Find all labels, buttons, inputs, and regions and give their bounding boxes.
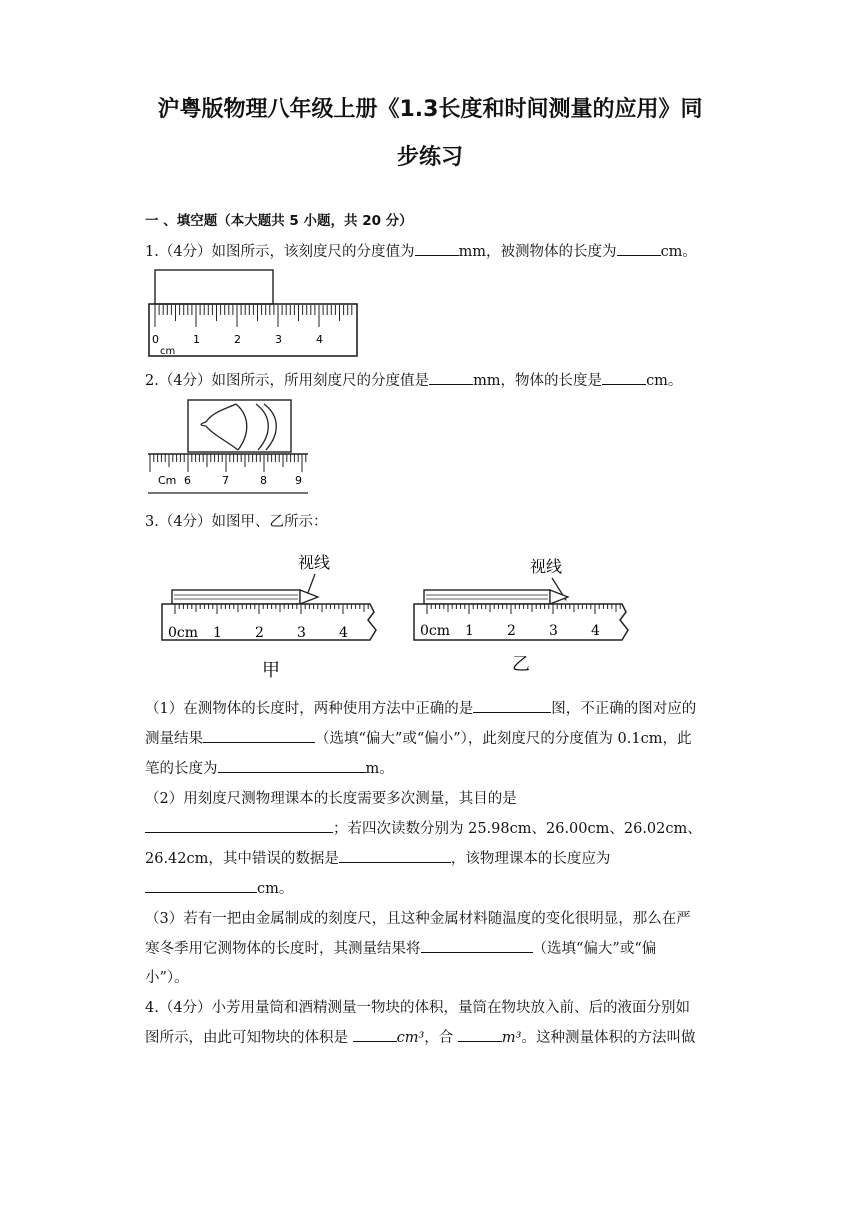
q1-ruler-tick-label: 1	[193, 333, 200, 346]
section-heading: 一 、填空题（本大题共 5 小题，共 20 分）	[145, 213, 413, 229]
q3-part1-line3	[145, 757, 394, 778]
q3-p1-text-e: 笔的长度为	[145, 761, 218, 777]
q1-blank-1[interactable]	[415, 241, 459, 256]
q1-ruler-tick-label: 0	[152, 333, 159, 346]
page-title-line1: 沪粤版物理八年级上册《1.3长度和时间测量的应用》同	[157, 97, 703, 122]
q3-ruler-tick-right: 2	[507, 623, 516, 639]
q2-ruler-tick-label: 7	[222, 474, 229, 487]
q2-suffix: cm。	[646, 373, 683, 389]
q3-caption-right: 乙	[512, 654, 530, 675]
q3-p1-blank-1[interactable]	[473, 698, 551, 713]
q4-blank-1[interactable]	[353, 1027, 397, 1042]
q3-p2-text-e: cm。	[257, 881, 294, 897]
q3-p1-text-b: 图，不正确的图对应的	[551, 701, 697, 717]
q3-ruler-tick-left: 3	[297, 625, 306, 641]
q4-unit-2: m³	[501, 1030, 522, 1046]
q3-ruler-tick-right: 3	[549, 623, 558, 639]
q2-ruler-tick-label: 6	[184, 474, 191, 487]
q3-p2-text-d: ，该物理课本的长度应为	[450, 851, 611, 867]
q2-blank-1[interactable]	[429, 370, 473, 385]
q3-p2-blank-1[interactable]	[145, 818, 333, 833]
q2-mid: mm，物体的长度是	[473, 373, 603, 389]
q3-part2-line1: （2）用刻度尺测物理课本的长度需要多次测量，其目的是	[145, 791, 517, 807]
q3-ruler-tick-left: 4	[339, 625, 348, 641]
q2-ruler-tick-label: 9	[295, 474, 302, 487]
q3-p1-blank-2[interactable]	[203, 728, 315, 743]
q3-p3-blank-1[interactable]	[421, 938, 533, 953]
q3-ruler-tick-right: 4	[591, 623, 600, 639]
q4-text-b: 图所示，由此可知物块的体积是	[145, 1030, 353, 1046]
q1-ruler-unit: cm	[160, 346, 176, 357]
q3-part2-line4	[145, 877, 293, 898]
q3-part3-line1: （3）若有一把由金属制成的刻度尺，且这种金属材料随温度的变化很明显，那么在严	[145, 911, 691, 927]
q3-part3-line3: 小”）。	[145, 970, 189, 986]
q1-blank-2[interactable]	[617, 241, 661, 256]
question-1	[145, 240, 697, 261]
q2-ruler-tick-label: 8	[260, 474, 267, 487]
q1-ruler-tick-label: 2	[234, 333, 241, 346]
q1-ruler-figure	[146, 268, 366, 360]
q2-ruler-unit: Cm	[158, 474, 177, 487]
q1-ruler-tick-label: 3	[275, 333, 282, 346]
q4-text-c: ，合	[424, 1030, 458, 1046]
q3-part2-line3	[145, 847, 610, 868]
question-2	[145, 369, 682, 390]
q3-part2-line2	[145, 817, 702, 838]
q2-ruler-figure	[146, 398, 316, 498]
q3-sight-label-right: 视线	[530, 557, 563, 576]
q3-part1-line1	[145, 697, 696, 718]
q3-p1-text-a: （1）在测物体的长度时，两种使用方法中正确的是	[145, 701, 474, 717]
q3-ruler-unit-right: 0cm	[420, 623, 451, 639]
q3-figure-right	[414, 557, 628, 675]
q3-p2-blank-2[interactable]	[339, 848, 451, 863]
q3-ruler-tick-left: 2	[255, 625, 264, 641]
q1-prefix: 1.（4分）如图所示，该刻度尺的分度值为	[145, 244, 415, 260]
q3-p2-text-b: ；若四次读数分别为 25.98cm、26.00cm、26.02cm、	[333, 821, 702, 837]
q3-part1-line2	[145, 727, 691, 748]
q2-blank-2[interactable]	[602, 370, 646, 385]
q4-blank-2[interactable]	[458, 1027, 502, 1042]
q1-ruler-tick-label: 4	[316, 333, 323, 346]
q4-text-d: 。这种测量体积的方法叫做	[521, 1030, 696, 1046]
q3-p3-text-b: 寒冬季用它测物体的长度时，其测量结果将	[145, 941, 421, 957]
q3-p2-blank-3[interactable]	[145, 878, 257, 893]
question-4-line1: 4.（4分）小芳用量筒和酒精测量一物块的体积，量筒在物块放入前、后的液面分别如	[145, 1000, 691, 1016]
q3-ruler-tick-right: 1	[465, 623, 474, 639]
q3-ruler-unit-left: 0cm	[168, 625, 199, 641]
q3-p1-blank-3[interactable]	[218, 758, 366, 773]
q3-caption-left: 甲	[262, 660, 280, 681]
q3-figure-left	[162, 553, 376, 681]
question-3-stem: 3.（4分）如图甲、乙所示：	[145, 514, 328, 530]
q3-part3-line2	[145, 937, 656, 958]
q3-p2-text-c: 26.42cm，其中错误的数据是	[145, 851, 339, 867]
q1-suffix: cm。	[660, 244, 697, 260]
q3-p1-text-d: （选填“偏大”或“偏小”），此刻度尺的分度值为 0.1cm，此	[315, 731, 692, 747]
q3-ruler-tick-left: 1	[213, 625, 222, 641]
question-4-line2	[145, 1026, 695, 1047]
q1-mid: mm，被测物体的长度为	[458, 244, 617, 260]
q2-prefix: 2.（4分）如图所示，所用刻度尺的分度值是	[145, 373, 430, 389]
q3-p1-text-c: 测量结果	[145, 731, 203, 747]
q3-sight-label-left: 视线	[298, 553, 331, 572]
page-title-line2: 步练习	[396, 145, 463, 170]
q3-p1-text-f: m。	[365, 761, 394, 777]
q4-unit-1: cm³	[396, 1030, 425, 1046]
q3-p3-text-c: （选填“偏大”或“偏	[532, 941, 657, 957]
q3-figure	[160, 548, 640, 681]
